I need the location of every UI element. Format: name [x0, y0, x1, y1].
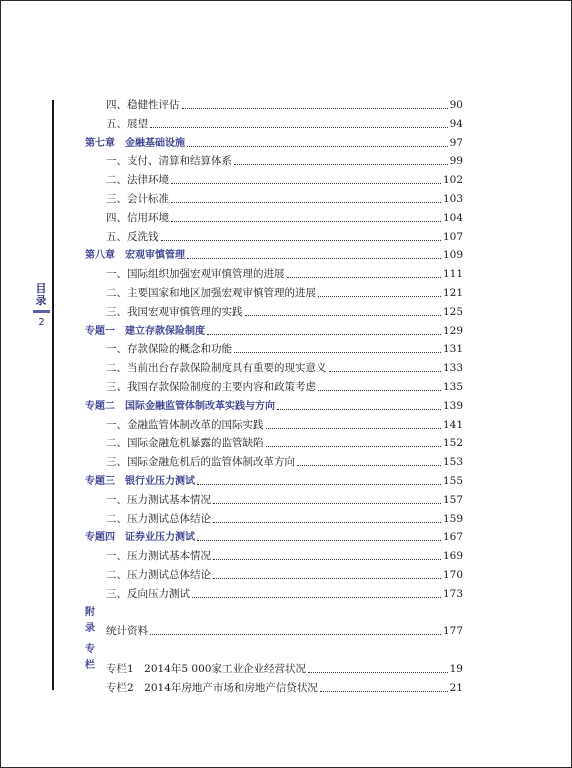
dot-leader — [318, 295, 441, 297]
toc-entry[interactable] — [106, 116, 463, 132]
toc-entry[interactable] — [106, 548, 463, 564]
toc-entry-title: 专题一 建立存款保险制度 — [85, 326, 205, 337]
toc-chapter-entry[interactable] — [85, 529, 463, 545]
toc-entry[interactable] — [106, 210, 463, 226]
toc-chapter-entry[interactable] — [85, 323, 463, 339]
toc-entry-page: 157 — [442, 494, 463, 506]
toc-entry[interactable] — [106, 341, 463, 357]
toc-entry-page: 129 — [442, 325, 463, 337]
dot-leader — [207, 333, 441, 335]
toc-entry-page: 90 — [449, 99, 463, 111]
dot-leader — [213, 521, 441, 523]
toc-entry[interactable] — [106, 304, 463, 320]
toc-entry-page: 125 — [442, 306, 463, 318]
dot-leader — [187, 257, 441, 259]
toc-entry[interactable] — [106, 492, 463, 508]
toc-entry-page: 99 — [449, 155, 463, 167]
toc-entry-page: 153 — [442, 456, 463, 468]
dot-leader — [171, 220, 441, 222]
toc-entry-page: 102 — [442, 174, 463, 186]
dot-leader — [287, 276, 441, 278]
toc-entry-title: 二、主要国家和地区加强宏观审慎管理的进展 — [106, 287, 316, 299]
toc-entry-title: 三、会计标准 — [106, 193, 169, 205]
toc-entry-page: 152 — [442, 437, 463, 449]
toc-entry-page: 131 — [442, 343, 463, 355]
toc-entry-page: 139 — [442, 400, 463, 412]
dot-leader — [150, 126, 448, 128]
dot-leader — [192, 596, 441, 598]
dot-leader — [213, 558, 441, 560]
toc-entry[interactable] — [106, 417, 463, 433]
page-number: 2 — [38, 317, 45, 328]
toc-entry-title: 专栏2 2014年房地产市场和房地产信贷状况 — [106, 682, 318, 694]
toc-entry-page: 135 — [442, 381, 463, 393]
toc-entry-title: 一、国际组织加强宏观审慎管理的进展 — [106, 268, 285, 280]
dot-leader — [182, 107, 448, 109]
dot-leader — [197, 483, 441, 485]
toc-entry-page: 109 — [442, 249, 463, 261]
toc-entry[interactable] — [106, 435, 463, 451]
toc-entry[interactable] — [106, 172, 463, 188]
toc-entry-page: 155 — [442, 475, 463, 487]
toc-entry-page: 19 — [449, 663, 463, 675]
toc-entry-title: 四、稳健性评估 — [106, 99, 180, 111]
toc-entry-page: 170 — [442, 569, 463, 581]
dot-leader — [308, 671, 448, 673]
toc-entry[interactable] — [106, 511, 463, 527]
toc-entry-page: 21 — [449, 682, 463, 694]
toc-entry-title: 专题二 国际金融监管体制改革实践与方向 — [85, 401, 275, 412]
toc-entry[interactable] — [106, 379, 463, 395]
toc-entry-title: 二、压力测试总体结论 — [106, 569, 211, 581]
toc-entry[interactable] — [106, 661, 463, 677]
toc-entry-title: 专栏1 2014年5 000家工业企业经营状况 — [106, 663, 306, 675]
toc-entry[interactable] — [106, 586, 463, 602]
toc-entry[interactable] — [106, 623, 463, 639]
toc-entry-page: 141 — [442, 419, 463, 431]
toc-chapter-entry[interactable] — [85, 135, 463, 151]
dot-leader — [171, 182, 441, 184]
toc-entry-title: 专题三 银行业压力测试 — [85, 476, 195, 487]
toc-entry[interactable] — [106, 97, 463, 113]
toc-entry-page: 111 — [442, 268, 463, 280]
toc-entry-page: 177 — [442, 625, 463, 637]
toc-entry-title: 二、当前出台存款保险制度具有重要的现实意义 — [106, 362, 327, 374]
toc-entry-page: 159 — [442, 513, 463, 525]
toc-entry-page: 103 — [442, 193, 463, 205]
toc-entry[interactable] — [106, 285, 463, 301]
toc-entry-page: 97 — [449, 137, 463, 149]
dot-leader — [171, 201, 441, 203]
dot-leader — [213, 577, 441, 579]
toc-entry[interactable] — [106, 229, 463, 245]
dot-leader — [266, 445, 441, 447]
toc-entry-page: 121 — [442, 287, 463, 299]
toc-chapter-entry[interactable] — [85, 247, 463, 263]
toc-entry-title: 五、反洗钱 — [106, 231, 159, 243]
toc-entry[interactable] — [106, 567, 463, 583]
toc-entry-title: 二、压力测试总体结论 — [106, 513, 211, 525]
toc-entry-title: 一、支付、清算和结算体系 — [106, 155, 232, 167]
toc-entry-title: 一、压力测试基本情况 — [106, 550, 211, 562]
toc-entry-title: 三、反向压力测试 — [106, 588, 190, 600]
dot-leader — [277, 408, 441, 410]
margin-rule — [52, 100, 54, 690]
section-marker-bar — [33, 310, 50, 313]
toc-entry-title: 一、压力测试基本情况 — [106, 494, 211, 506]
toc-entry[interactable] — [106, 680, 463, 696]
dot-leader — [266, 427, 441, 429]
section-label: 目录 — [35, 282, 47, 307]
toc-entry-title: 三、我国宏观审慎管理的实践 — [106, 306, 243, 318]
dot-leader — [161, 239, 441, 241]
dot-leader — [329, 370, 441, 372]
dot-leader — [318, 389, 441, 391]
toc-entry-title: 一、金融监管体制改革的国际实践 — [106, 419, 264, 431]
toc-entry-page: 104 — [442, 212, 463, 224]
toc-entry-title: 三、国际金融危机后的监管体制改革方向 — [106, 456, 295, 468]
toc-entry-title: 二、法律环境 — [106, 174, 169, 186]
toc-entry[interactable] — [106, 266, 463, 282]
toc-chapter-entry[interactable] — [85, 398, 463, 414]
toc-entry[interactable] — [106, 153, 463, 169]
toc-entry-title: 二、国际金融危机暴露的监管缺陷 — [106, 437, 264, 449]
toc-entry-title: 专题四 证券业压力测试 — [85, 532, 195, 543]
toc-entry-page: 167 — [442, 531, 463, 543]
dot-leader — [234, 163, 448, 165]
toc-entry-page: 107 — [442, 231, 463, 243]
toc-heading: 专栏 — [85, 644, 95, 671]
toc-entry-page: 94 — [449, 118, 463, 130]
toc-entry-title: 统计资料 — [106, 625, 148, 637]
toc-heading: 附录 — [85, 607, 95, 634]
dot-leader — [187, 145, 448, 147]
toc-entry-page: 173 — [442, 588, 463, 600]
dot-leader — [150, 633, 441, 635]
toc-entry[interactable] — [106, 454, 463, 470]
dot-leader — [234, 351, 441, 353]
toc-entry-title: 四、信用环境 — [106, 212, 169, 224]
toc-entry-title: 第八章 宏观审慎管理 — [85, 250, 185, 261]
toc-chapter-entry[interactable] — [85, 473, 463, 489]
toc-entry-title: 第七章 金融基础设施 — [85, 138, 185, 149]
dot-leader — [245, 314, 441, 316]
dot-leader — [197, 539, 441, 541]
toc-entry[interactable] — [106, 360, 463, 376]
toc-entry-page: 133 — [442, 362, 463, 374]
dot-leader — [213, 502, 441, 504]
toc-entry-title: 三、我国存款保险制度的主要内容和政策考虑 — [106, 381, 316, 393]
toc-entry-page: 169 — [442, 550, 463, 562]
toc-entry[interactable] — [106, 191, 463, 207]
toc-entry-title: 五、展望 — [106, 118, 148, 130]
toc-entry-title: 一、存款保险的概念和功能 — [106, 343, 232, 355]
dot-leader — [297, 464, 441, 466]
dot-leader — [320, 690, 448, 692]
